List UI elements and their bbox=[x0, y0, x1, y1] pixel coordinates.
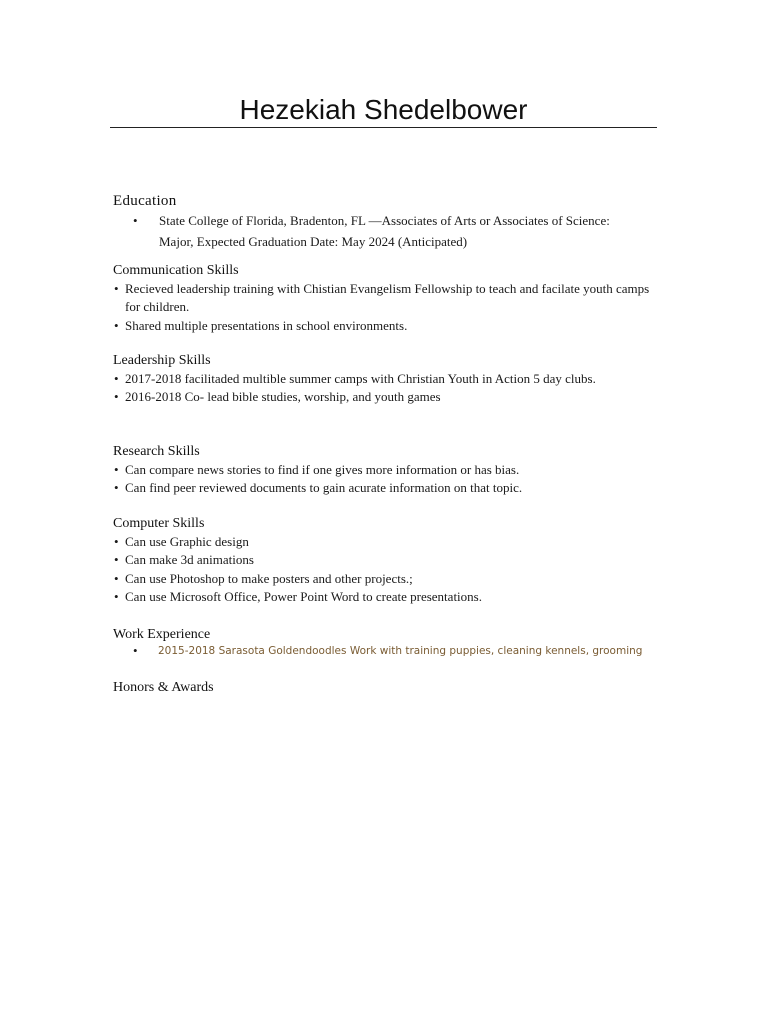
title-divider bbox=[110, 127, 657, 128]
list-item: • State College of Florida, Bradenton, FL —Associates of Arts or Associates of Science: Major, Expected Graduation Date: May 2024 (Anticipated) bbox=[113, 210, 633, 252]
bullet-icon: • bbox=[133, 213, 138, 228]
list-item: • Can compare news stories to find if one gives more information or has bias. bbox=[113, 461, 653, 479]
list-item: • 2017-2018 facilitaded multible summer camps with Christian Youth in Action 5 day clubs. bbox=[113, 370, 653, 388]
bullet-icon: • bbox=[114, 552, 119, 568]
leadership-heading: Leadership Skills bbox=[113, 353, 211, 368]
research-heading: Research Skills bbox=[113, 444, 200, 459]
resume-name: Hezekiah Shedelbower bbox=[239, 94, 528, 125]
work-list bbox=[113, 643, 673, 659]
bullet-icon: • bbox=[114, 534, 119, 549]
list-item: • 2016-2018 Co- lead bible studies, worship, and youth games bbox=[113, 388, 653, 406]
communication-heading: Communication Skills bbox=[113, 263, 239, 278]
list-item: • Shared multiple presentations in school environments. bbox=[113, 317, 653, 335]
list-item: • Recieved leadership training with Chistian Evangelism Fellowship to teach and facilate youth camps for children. bbox=[114, 281, 650, 315]
research-list bbox=[113, 461, 653, 498]
leadership-list bbox=[113, 370, 653, 407]
bullet-icon: • bbox=[114, 389, 119, 405]
bullet-icon: • bbox=[133, 643, 138, 658]
bullet-icon: • bbox=[114, 588, 119, 604]
bullet-icon: • bbox=[114, 371, 119, 386]
list-item: • Can use Microsoft Office, Power Point Word to create presentations. bbox=[113, 588, 653, 606]
communication-list bbox=[113, 280, 653, 335]
bullet-icon: • bbox=[114, 570, 119, 586]
list-item: • Can make 3d animations bbox=[113, 551, 653, 569]
education-list bbox=[113, 210, 633, 252]
list-item: • 2015-2018 Sarasota Goldendoodles Work with training puppies, cleaning kennels, grooming bbox=[133, 643, 643, 658]
bullet-icon: • bbox=[114, 281, 119, 296]
bullet-icon: • bbox=[114, 480, 119, 496]
honors-heading: Honors & Awards bbox=[113, 680, 214, 695]
work-heading: Work Experience bbox=[113, 627, 211, 642]
list-item: • Can use Photoshop to make posters and other projects.; bbox=[113, 570, 653, 588]
computer-list bbox=[113, 533, 653, 606]
education-heading: Education bbox=[113, 193, 177, 209]
list-item: • Can find peer reviewed documents to gain acurate information on that topic. bbox=[113, 479, 653, 497]
computer-heading: Computer Skills bbox=[113, 516, 205, 531]
bullet-icon: • bbox=[114, 462, 119, 477]
bullet-icon: • bbox=[114, 317, 119, 333]
list-item: • Can use Graphic design bbox=[113, 533, 653, 551]
